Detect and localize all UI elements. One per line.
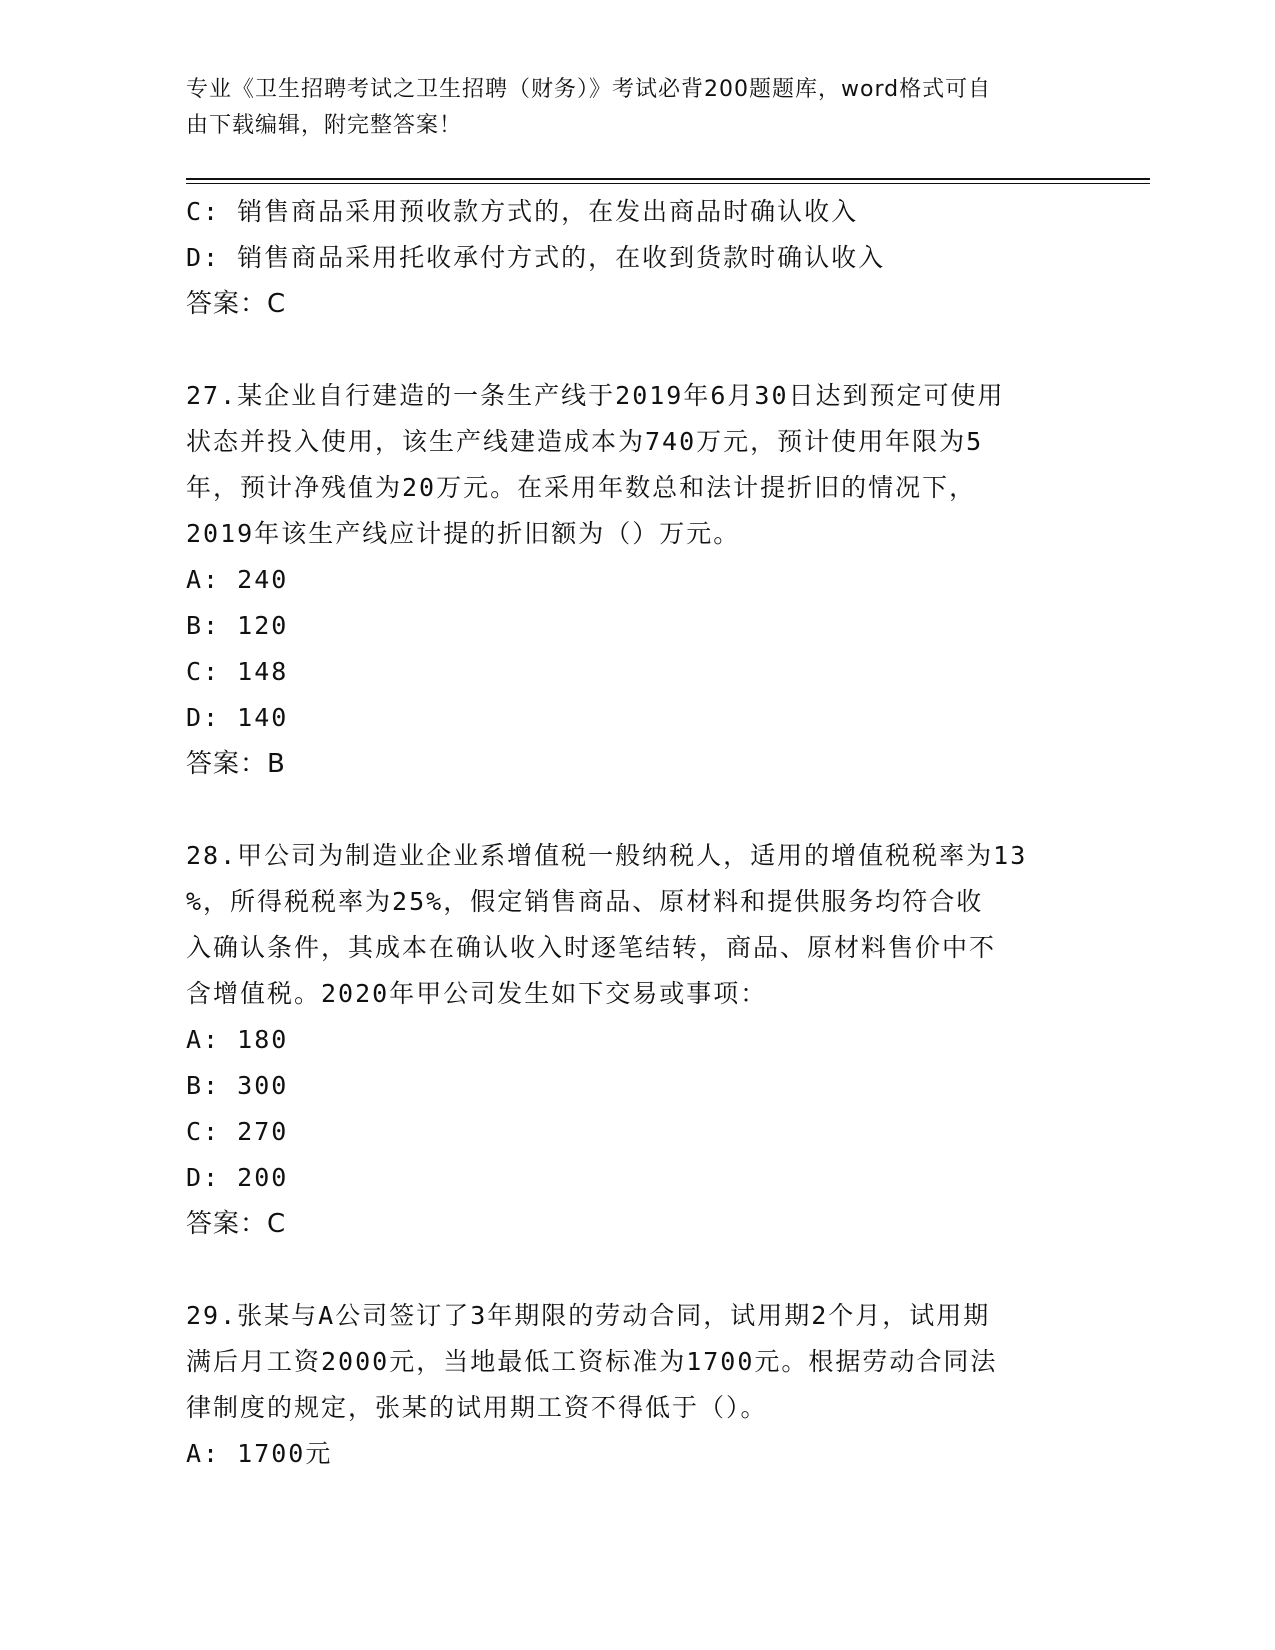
option-c: C: 270 (186, 1117, 289, 1146)
option-a: A: 1700元 (186, 1439, 333, 1468)
question-text-line: 含增值税。2020年甲公司发生如下交易或事项： (186, 979, 768, 1008)
header-divider-thick (186, 178, 1150, 180)
question-text-line: 27.某企业自行建造的一条生产线于2019年6月30日达到预定可使用 (186, 381, 1005, 410)
question-29 (186, 1293, 1086, 1477)
question-text-line: 28.甲公司为制造业企业系增值税一般纳税人，适用的增值税税率为13 (186, 841, 1028, 870)
document-body (186, 189, 1086, 1477)
spacer (186, 1247, 1086, 1293)
option-a: A: 240 (186, 565, 289, 594)
question-text-line: 入确认条件，其成本在确认收入时逐笔结转，商品、原材料售价中不 (186, 933, 997, 962)
question-text-line: 满后月工资2000元，当地最低工资标准为1700元。根据劳动合同法 (186, 1347, 998, 1376)
option-c: C: 148 (186, 657, 289, 686)
option-b: B: 120 (186, 611, 289, 640)
header-divider-thin (186, 183, 1150, 184)
question-text-line: 29.张某与A公司签订了3年期限的劳动合同，试用期2个月，试用期 (186, 1301, 991, 1330)
option-b: B: 300 (186, 1071, 289, 1100)
answer: 答案：B (186, 749, 286, 779)
question-27 (186, 373, 1086, 787)
question-text-line: %，所得税税率为25%，假定销售商品、原材料和提供服务均符合收 (186, 887, 984, 916)
answer: 答案：C (186, 289, 287, 319)
header-line-1: 专业《卫生招聘考试之卫生招聘（财务）》考试必背200题题库，word格式可自 (186, 77, 992, 102)
question-26-continuation (186, 189, 1086, 327)
option-d: D: 200 (186, 1163, 289, 1192)
spacer (186, 787, 1086, 833)
option-a: A: 180 (186, 1025, 289, 1054)
spacer (186, 327, 1086, 373)
question-text-line: 2019年该生产线应计提的折旧额为（）万元。 (186, 519, 741, 548)
header-line-2: 由下载编辑，附完整答案！ (186, 113, 463, 138)
document-header (186, 72, 1086, 144)
option-c: C: 销售商品采用预收款方式的，在发出商品时确认收入 (186, 197, 859, 226)
option-d: D: 140 (186, 703, 289, 732)
question-text-line: 年，预计净残值为20万元。在采用年数总和法计提折旧的情况下， (186, 473, 977, 502)
option-d: D: 销售商品采用托收承付方式的，在收到货款时确认收入 (186, 243, 886, 272)
question-28 (186, 833, 1086, 1247)
answer: 答案：C (186, 1209, 287, 1239)
question-text-line: 状态并投入使用，该生产线建造成本为740万元，预计使用年限为5 (186, 427, 984, 456)
question-text-line: 律制度的规定，张某的试用期工资不得低于（）。 (186, 1393, 768, 1422)
